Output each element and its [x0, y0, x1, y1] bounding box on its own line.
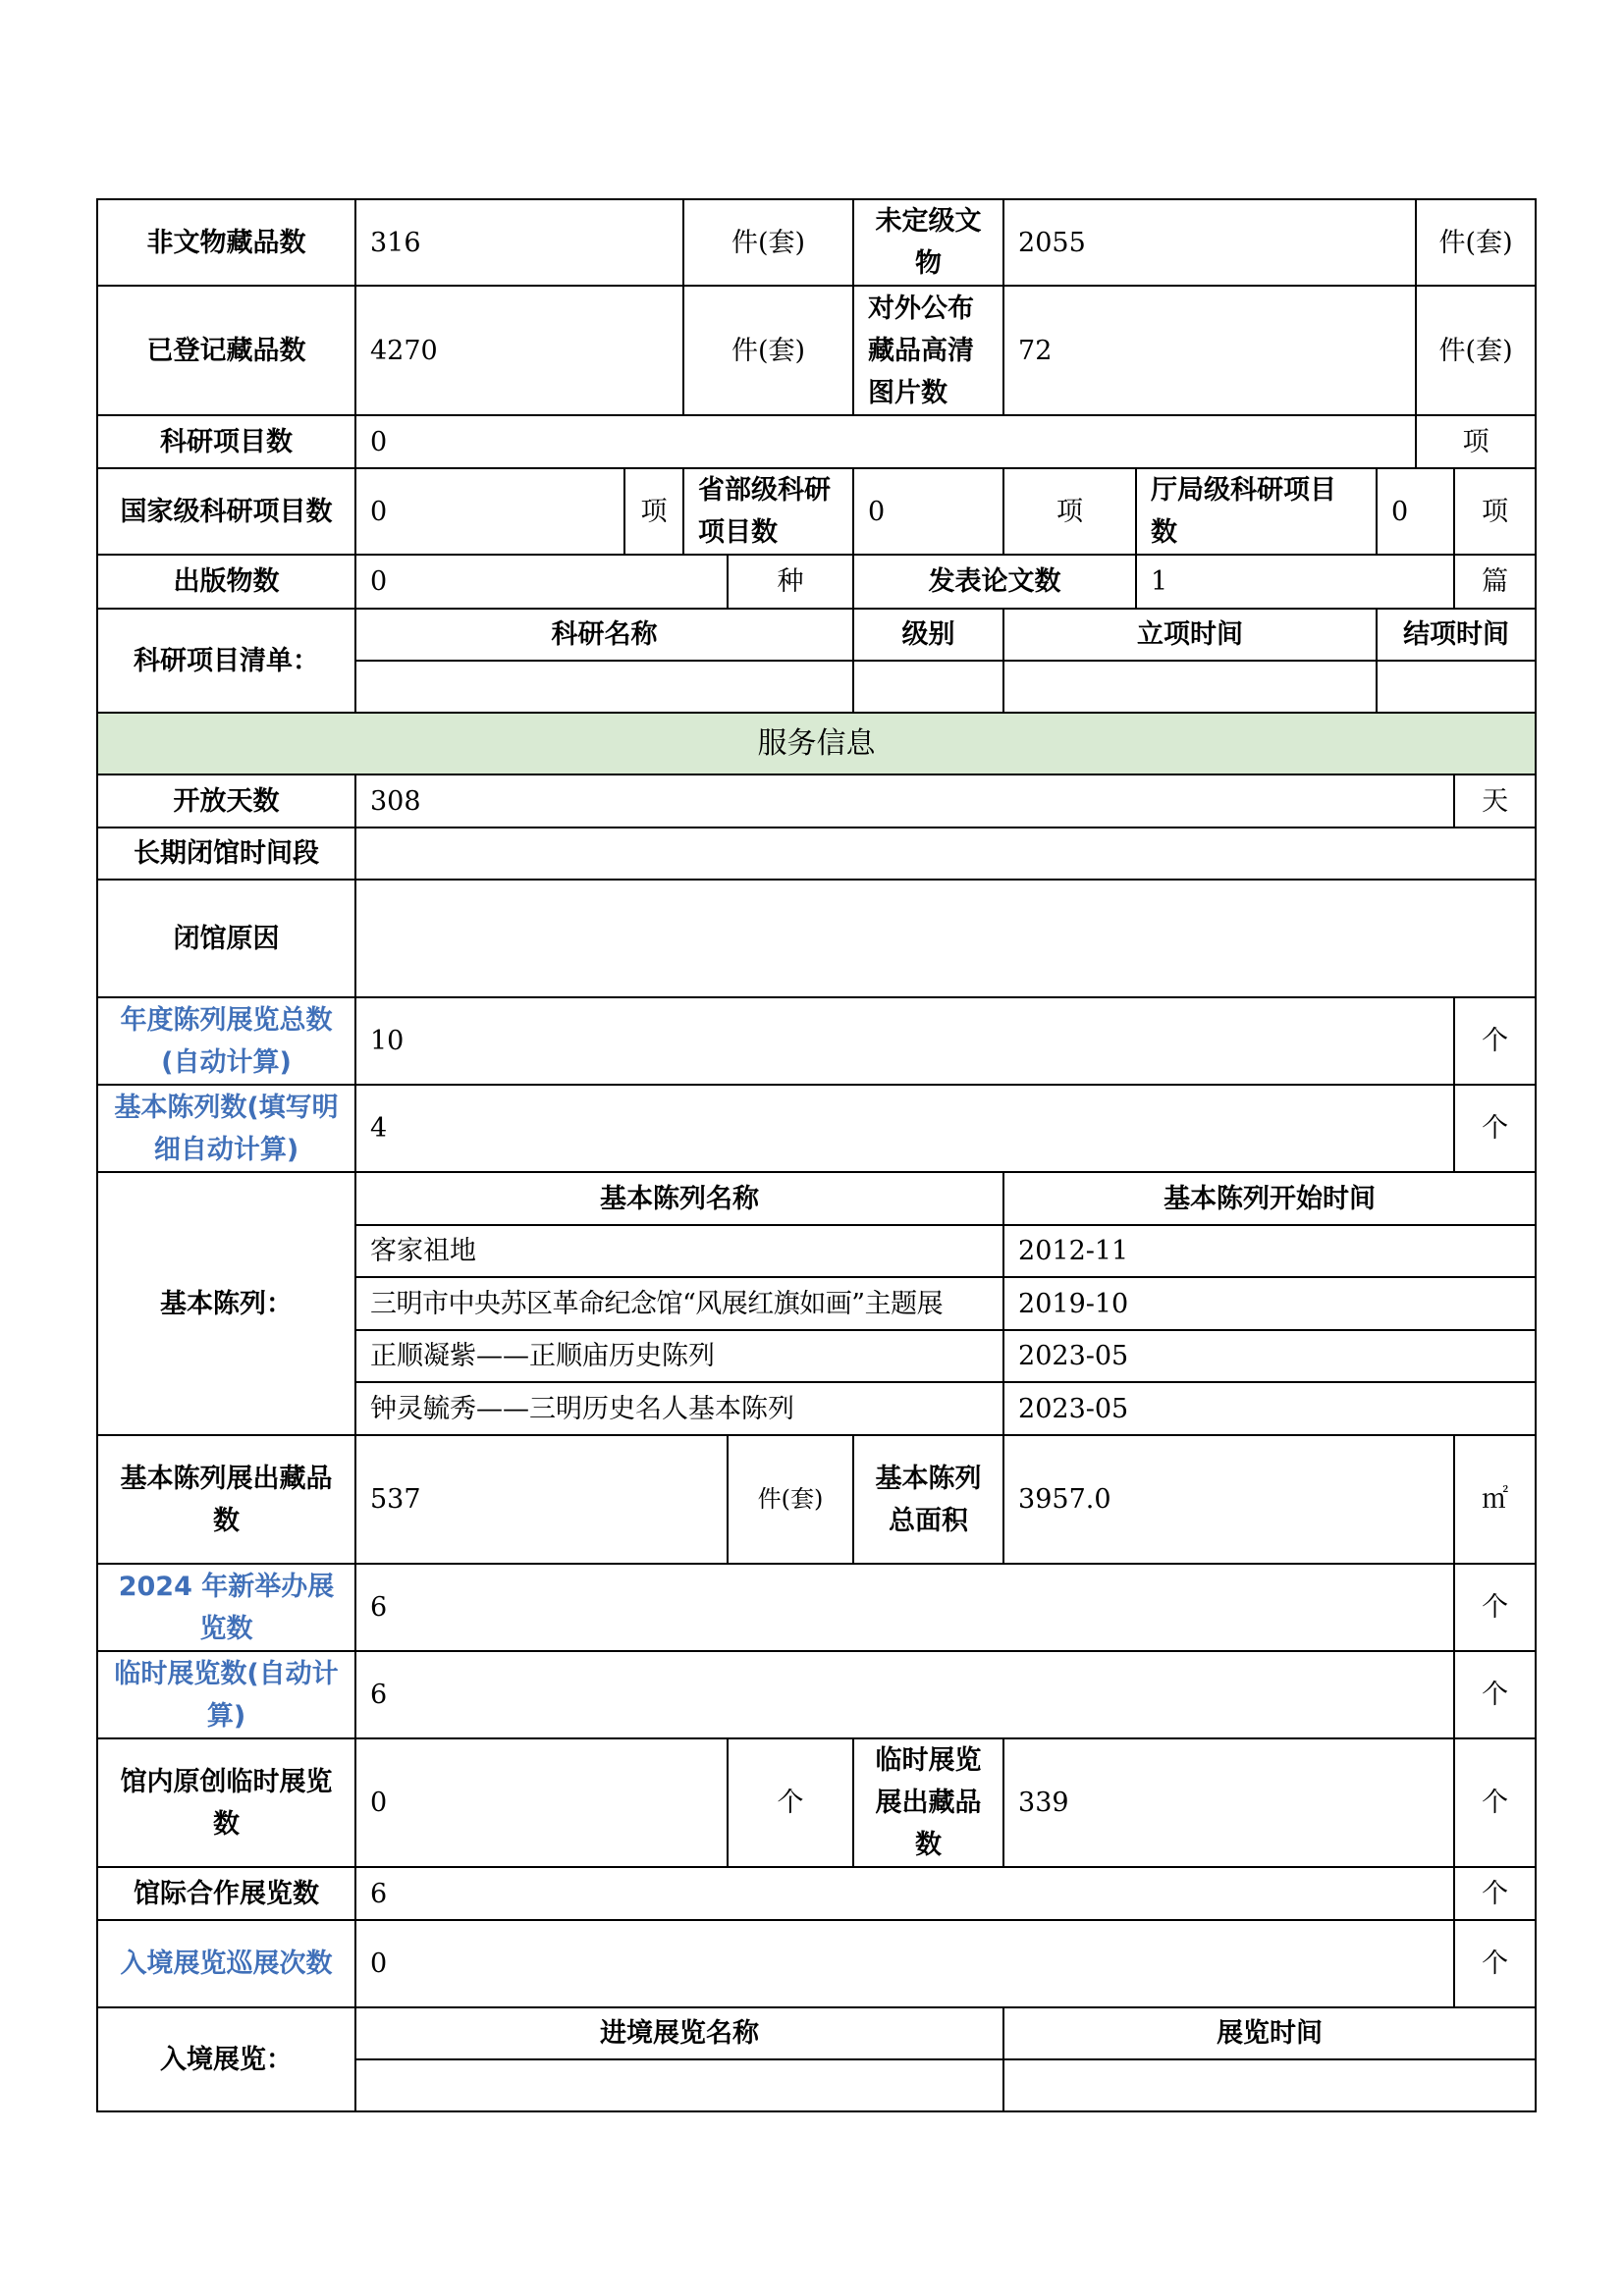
hd-images-label: 对外公布藏品高清图片数	[853, 286, 1003, 415]
temp-unit: 个	[1454, 1651, 1536, 1738]
projects-unit: 项	[1416, 415, 1536, 468]
basic-name-header: 基本陈列名称	[355, 1172, 1003, 1225]
basic-area-label: 基本陈列总面积	[853, 1435, 1003, 1564]
inbound-time-header: 展览时间	[1003, 2007, 1536, 2059]
new-2024-value: 6	[355, 1564, 1454, 1651]
projects-label: 科研项目数	[97, 415, 355, 468]
bureau-value: 0	[1377, 468, 1454, 555]
registered-label: 已登记藏品数	[97, 286, 355, 415]
hd-images-unit: 件(套)	[1416, 286, 1536, 415]
temp-items-label: 临时展览展出藏品数	[853, 1738, 1003, 1867]
original-temp-unit: 个	[728, 1738, 853, 1867]
temp-label: 临时展览数(自动计算)	[97, 1651, 355, 1738]
inbound-tour-value: 0	[355, 1920, 1454, 2007]
unrated-label: 未定级文物	[853, 199, 1003, 286]
non-relic-label: 非文物藏品数	[97, 199, 355, 286]
registered-value: 4270	[355, 286, 683, 415]
projects-value: 0	[355, 415, 1416, 468]
research-level-header: 级别	[853, 609, 1003, 661]
papers-label: 发表论文数	[853, 555, 1136, 609]
coop-value: 6	[355, 1867, 1454, 1920]
basic-count-unit: 个	[1454, 1085, 1536, 1172]
open-days-value: 308	[355, 774, 1454, 828]
inbound-tour-label: 入境展览巡展次数	[97, 1920, 355, 2007]
non-relic-value: 316	[355, 199, 683, 286]
national-value: 0	[355, 468, 624, 555]
temp-items-value: 339	[1003, 1738, 1454, 1867]
provincial-label: 省部级科研项目数	[683, 468, 853, 555]
service-section-title: 服务信息	[97, 713, 1536, 774]
inbound-name-cell	[355, 2059, 1003, 2111]
inbound-tour-unit: 个	[1454, 1920, 1536, 2007]
museum-info-table	[96, 198, 1537, 2112]
basic-count-label: 基本陈列数(填写明细自动计算)	[97, 1085, 355, 1172]
hd-images-value: 72	[1003, 286, 1416, 415]
basic-exhibit-name: 三明市中央苏区革命纪念馆“风展红旗如画”主题展	[355, 1277, 1003, 1330]
research-end-cell	[1377, 661, 1536, 713]
papers-value: 1	[1136, 555, 1454, 609]
basic-exhibit-start: 2012-11	[1003, 1225, 1536, 1277]
unrated-unit: 件(套)	[1416, 199, 1536, 286]
closed-reason-label: 闭馆原因	[97, 880, 355, 997]
basic-items-value: 537	[355, 1435, 728, 1564]
research-start-cell	[1003, 661, 1377, 713]
inbound-name-header: 进境展览名称	[355, 2007, 1003, 2059]
open-days-unit: 天	[1454, 774, 1536, 828]
basic-exhibit-name: 正顺凝紫——正顺庙历史陈列	[355, 1330, 1003, 1382]
bureau-unit: 项	[1454, 468, 1536, 555]
basic-start-header: 基本陈列开始时间	[1003, 1172, 1536, 1225]
basic-exhibits-label: 基本陈列：	[97, 1172, 355, 1435]
annual-exhibits-value: 10	[355, 997, 1454, 1085]
inbound-label: 入境展览：	[97, 2007, 355, 2111]
basic-items-unit: 件(套)	[728, 1435, 853, 1564]
basic-exhibit-start: 2023-05	[1003, 1330, 1536, 1382]
research-level-cell	[853, 661, 1003, 713]
coop-unit: 个	[1454, 1867, 1536, 1920]
national-unit: 项	[624, 468, 683, 555]
new-2024-unit: 个	[1454, 1564, 1536, 1651]
temp-value: 6	[355, 1651, 1454, 1738]
new-2024-label: 2024 年新举办展览数	[97, 1564, 355, 1651]
non-relic-unit: 件(套)	[683, 199, 853, 286]
unrated-value: 2055	[1003, 199, 1416, 286]
inbound-time-cell	[1003, 2059, 1536, 2111]
coop-label: 馆际合作展览数	[97, 1867, 355, 1920]
original-temp-value: 0	[355, 1738, 728, 1867]
annual-exhibits-unit: 个	[1454, 997, 1536, 1085]
research-end-header: 结项时间	[1377, 609, 1536, 661]
basic-exhibit-start: 2019-10	[1003, 1277, 1536, 1330]
basic-exhibit-name: 客家祖地	[355, 1225, 1003, 1277]
research-start-header: 立项时间	[1003, 609, 1377, 661]
research-list-label: 科研项目清单：	[97, 609, 355, 713]
basic-area-unit: ㎡	[1454, 1435, 1536, 1564]
provincial-value: 0	[853, 468, 1003, 555]
basic-exhibit-name: 钟灵毓秀——三明历史名人基本陈列	[355, 1382, 1003, 1435]
temp-items-unit: 个	[1454, 1738, 1536, 1867]
provincial-unit: 项	[1003, 468, 1136, 555]
research-name-cell	[355, 661, 853, 713]
closed-period-value	[355, 828, 1536, 880]
closed-reason-value	[355, 880, 1536, 997]
basic-exhibit-start: 2023-05	[1003, 1382, 1536, 1435]
basic-count-value: 4	[355, 1085, 1454, 1172]
closed-period-label: 长期闭馆时间段	[97, 828, 355, 880]
bureau-label: 厅局级科研项目数	[1136, 468, 1377, 555]
basic-items-label: 基本陈列展出藏品数	[97, 1435, 355, 1564]
publications-unit: 种	[728, 555, 853, 609]
research-name-header: 科研名称	[355, 609, 853, 661]
national-label: 国家级科研项目数	[97, 468, 355, 555]
annual-exhibits-label: 年度陈列展览总数(自动计算)	[97, 997, 355, 1085]
open-days-label: 开放天数	[97, 774, 355, 828]
registered-unit: 件(套)	[683, 286, 853, 415]
publications-value: 0	[355, 555, 728, 609]
original-temp-label: 馆内原创临时展览数	[97, 1738, 355, 1867]
papers-unit: 篇	[1454, 555, 1536, 609]
basic-area-value: 3957.0	[1003, 1435, 1454, 1564]
publications-label: 出版物数	[97, 555, 355, 609]
